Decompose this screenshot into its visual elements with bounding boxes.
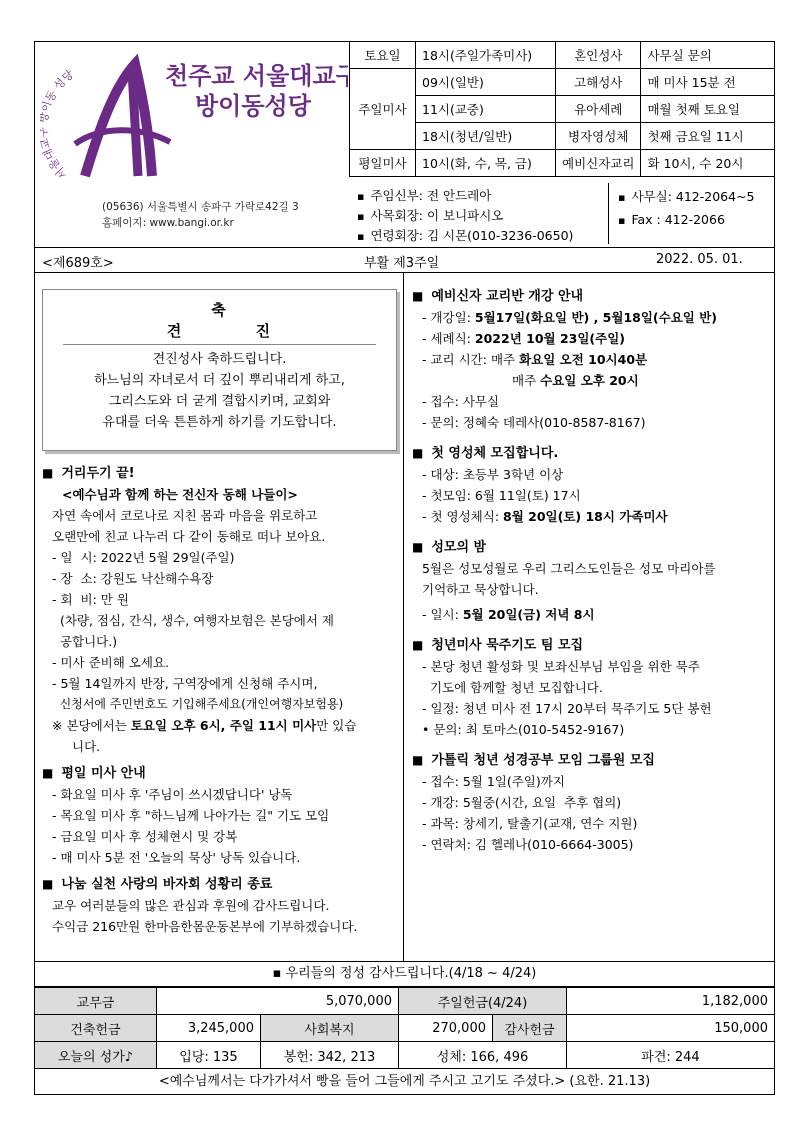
issue-date: 2022. 05. 01.	[656, 252, 743, 267]
bazaar-title: ■ 나눔 실천 사랑의 바자회 성황리 종료	[42, 874, 398, 895]
bazaar-line: 수익금 216만원 한마음한몸운동본부에 기부하겠습니다.	[52, 919, 358, 934]
thanks-offering-label: 감사헌금	[493, 1015, 567, 1042]
sunday-label: 주일미사	[350, 69, 416, 150]
address-block	[102, 199, 299, 231]
sunday-time: 18시(청년/일반)	[416, 123, 556, 150]
service-value: 사무실 문의	[641, 42, 775, 69]
congrats-line: 하느님의 자녀로서 더 깊이 뿌리내리게 하고,	[94, 373, 345, 388]
hymn-offertory: 봉헌: 342, 213	[261, 1042, 399, 1069]
catechumen-time	[412, 349, 770, 370]
walk-title: ■ 거리두기 끝!	[42, 463, 398, 484]
service-label: 혼인성사	[556, 42, 641, 69]
bible-item: - 개강: 5월중(시간, 요일 추후 협의)	[422, 795, 622, 810]
cate-open-bold: 5월17일(화요일 반) , 5월18일(수요일 반)	[474, 310, 717, 325]
walk-subtitle: <예수님과 함께 하는 전신자 동해 나들이>	[62, 487, 298, 502]
column-divider	[403, 273, 404, 961]
rosary-item: 기도에 함께할 청년 모집합니다.	[422, 680, 603, 695]
weekday-label: 평일미사	[350, 150, 416, 177]
issue-title: 부활 제3주일	[364, 256, 440, 271]
issue-bar	[34, 247, 775, 273]
officer-item: ▪ 주임신부: 전 안드레아	[357, 186, 600, 206]
first-communion-title: ■ 첫 영성체 모집합니다.	[412, 443, 770, 464]
address: (05636) 서울특별시 송파구 가락로42길 3	[102, 201, 299, 213]
walk-note-pre: ※ 본당에서는	[52, 718, 131, 733]
catechumen-time2	[412, 370, 770, 391]
walk-note-post: 만 있습	[316, 718, 357, 733]
congrats-line: 견진성사 축하드립니다.	[152, 352, 287, 367]
service-value: 화 10시, 수 20시	[641, 150, 775, 177]
bazaar-line: 교우 여러분들의 많은 관심과 후원에 감사드립니다.	[52, 898, 330, 913]
officer-item: ▪ 연령회장: 김 시몬(010-3236-0650)	[357, 226, 600, 246]
congrats-line: 그리스도와 더 굳게 결합시키며, 교회와	[108, 394, 331, 409]
walk-item: (차량, 점심, 간식, 생수, 여행자보험은 본당에서 제	[52, 613, 334, 628]
walk-intro: 오랜만에 친교 나누러 다 같이 동해로 떠나 보아요.	[52, 529, 326, 544]
weekday-time: 10시(화, 수, 목, 금)	[416, 150, 556, 177]
mary-date-pre: - 일시:	[422, 607, 463, 622]
todays-hymns-label: 오늘의 성가♪	[35, 1042, 157, 1069]
comm-last-pre: - 첫 영성체식:	[422, 509, 504, 524]
cate-bapt-pre: - 세례식:	[422, 331, 475, 346]
walk-intro: 자연 속에서 코로나로 지친 몸과 마음을 위로하고	[52, 508, 318, 523]
bible-item: - 과목: 창세기, 탈출기(교재, 연수 지원)	[422, 816, 638, 831]
walk-item: 공합니다.)	[52, 634, 118, 649]
congrats-divider	[63, 344, 376, 345]
saturday-time: 18시(주일가족미사)	[416, 42, 556, 69]
walk-item: - 회 비: 만 원	[52, 592, 129, 607]
service-value: 매월 첫째 토요일	[641, 96, 775, 123]
sunday-offering-label: 주일헌금(4/24)	[399, 988, 567, 1015]
weekday-item: - 금요일 미사 후 성체현시 및 강복	[52, 829, 238, 844]
cate-time2-pre: 매주	[512, 373, 541, 388]
service-label: 고해성사	[556, 69, 641, 96]
hymn-closing: 파견: 244	[567, 1042, 775, 1069]
catechumen-open	[412, 307, 770, 328]
parish-name-line1: 천주교 서울대교구	[165, 62, 348, 90]
offering-thanks-header: ▪ 우리들의 정성 감사드립니다.(4/18 ~ 4/24)	[34, 961, 775, 987]
gospel-quote: <예수님께서는 다가가셔서 빵을 들어 그들에게 주시고 고기도 주셨다.> (요한. 21.13)	[34, 1068, 775, 1095]
mary-date-bold: 5월 20일(금) 저녁 8시	[462, 607, 595, 622]
welfare-label: 사회복지	[261, 1015, 399, 1042]
catechumen-item: - 문의: 정혜숙 데레사(010-8587-8167)	[422, 415, 646, 430]
weekday-mass-title: ■ 평일 미사 안내	[42, 763, 398, 784]
rosary-team-title: ■ 청년미사 묵주기도 팀 모집	[412, 635, 770, 656]
svg-text:서울대교구 방이동 성당	[40, 67, 76, 182]
walk-item: 신청서에 주민번호도 기입해주세요(개인여행자보험용)	[52, 697, 344, 711]
weekday-item: - 화요일 미사 후 '주님이 쓰시겠답니다' 낭독	[52, 787, 293, 802]
cate-time-pre: - 교리 시간: 매주	[422, 352, 520, 367]
walk-item: - 미사 준비해 오세요.	[52, 655, 170, 670]
homepage: 홈페이지: www.bangi.or.kr	[102, 217, 234, 229]
communion-last	[412, 506, 770, 527]
walk-item: - 일 시: 2022년 5월 29일(주일)	[52, 550, 235, 565]
office-phone: ▪ 사무실: 412-2064~5	[618, 186, 767, 209]
building-label: 건축헌금	[35, 1015, 157, 1042]
officers-list	[349, 183, 609, 244]
walk-note-bold: 토요일 오후 6시, 주일 11시 미사	[130, 718, 317, 733]
walk-item: - 5월 14일까지 반장, 구역장에게 신청해 주시며,	[52, 676, 318, 691]
rosary-item: • 문의: 최 토마스(010-5452-9167)	[422, 722, 625, 737]
thanks-offering-amount: 150,000	[567, 1015, 775, 1042]
service-label: 유아세례	[556, 96, 641, 123]
comm-last-bold: 8월 20일(토) 18시 가족미사	[503, 509, 668, 524]
sunday-time: 09시(일반)	[416, 69, 556, 96]
hymn-communion: 성체: 166, 496	[399, 1042, 567, 1069]
service-value: 첫째 금요일 11시	[641, 123, 775, 150]
weekday-item: - 목요일 미사 후 "하느님께 나아가는 길" 기도 모임	[52, 808, 330, 823]
catechumen-item: - 접수: 사무실	[422, 394, 500, 409]
marian-night-title: ■ 성모의 밤	[412, 537, 770, 558]
congrats-line: 유대를 더욱 튼튼하게 하기를 기도합니다.	[102, 415, 337, 430]
rosary-item: - 본당 청년 활성화 및 보좌신부님 부임을 위한 묵주	[422, 659, 700, 674]
cate-time2-bold: 수요일 오후 20시	[540, 373, 639, 388]
sunday-offering-amount: 1,182,000	[567, 988, 775, 1015]
congrats-title1: 축	[211, 301, 228, 319]
officer-item: ▪ 사목회장: 이 보니파시오	[357, 206, 600, 226]
communion-item: - 대상: 초등부 3학년 이상	[422, 467, 564, 482]
cate-time-bold: 화요일 오전 10시40분	[519, 352, 648, 367]
mass-schedule-table	[349, 41, 775, 177]
bible-item: - 접수: 5월 1일(주일)까지	[422, 774, 565, 789]
congrats-title2: 견 진	[166, 322, 273, 340]
weekday-item: - 매 미사 5분 전 '오늘의 묵상' 낭독 있습니다.	[52, 850, 301, 865]
marian-line: 기억하고 묵상합니다.	[422, 582, 539, 597]
service-label: 예비신자교리	[556, 150, 641, 177]
building-amount: 3,245,000	[157, 1015, 261, 1042]
kyomu-amount: 5,070,000	[157, 988, 399, 1015]
kyomu-label: 교무금	[35, 988, 157, 1015]
saturday-label: 토요일	[350, 42, 416, 69]
marian-date	[412, 604, 770, 625]
service-value: 매 미사 15분 전	[641, 69, 775, 96]
logo-ring-text: 서울대 이동 성당	[40, 67, 77, 182]
cate-bapt-bold: 2022년 10월 23일(주일)	[474, 331, 625, 346]
catechumen-baptism	[412, 328, 770, 349]
welfare-amount: 270,000	[399, 1015, 493, 1042]
bible-study-title: ■ 가톨릭 청년 성경공부 모임 그룹원 모집	[412, 750, 770, 771]
office-fax: ▪ Fax : 412-2066	[618, 209, 767, 232]
offering-table	[34, 987, 775, 1069]
parish-logo	[40, 46, 348, 186]
service-label: 병자영성체	[556, 123, 641, 150]
hymn-entrance: 입당: 135	[157, 1042, 261, 1069]
bible-item: - 연락처: 김 헬레나(010-6664-3005)	[422, 837, 634, 852]
marian-line: 5월은 성모성월로 우리 그리스도인들은 성모 마리아를	[422, 561, 716, 576]
office-contact	[610, 183, 775, 235]
right-column	[412, 286, 770, 855]
sunday-time: 11시(교중)	[416, 96, 556, 123]
parish-name-line2: 방이동성당	[195, 92, 311, 120]
communion-item: - 첫모임: 6월 11일(토) 17시	[422, 488, 581, 503]
confirmation-congrats-box	[42, 289, 397, 451]
left-column	[42, 463, 398, 937]
walk-note-end: 니다.	[72, 739, 101, 754]
cate-open-pre: - 개강일:	[422, 310, 475, 325]
walk-note	[42, 715, 398, 736]
catechumen-title: ■ 예비신자 교리반 개강 안내	[412, 286, 770, 307]
rosary-item: - 일정: 청년 미사 전 17시 20부터 묵주기도 5단 봉헌	[422, 701, 712, 716]
walk-item: - 장 소: 강원도 낙산해수욕장	[52, 571, 214, 586]
issue-number: <제689호>	[42, 256, 114, 271]
